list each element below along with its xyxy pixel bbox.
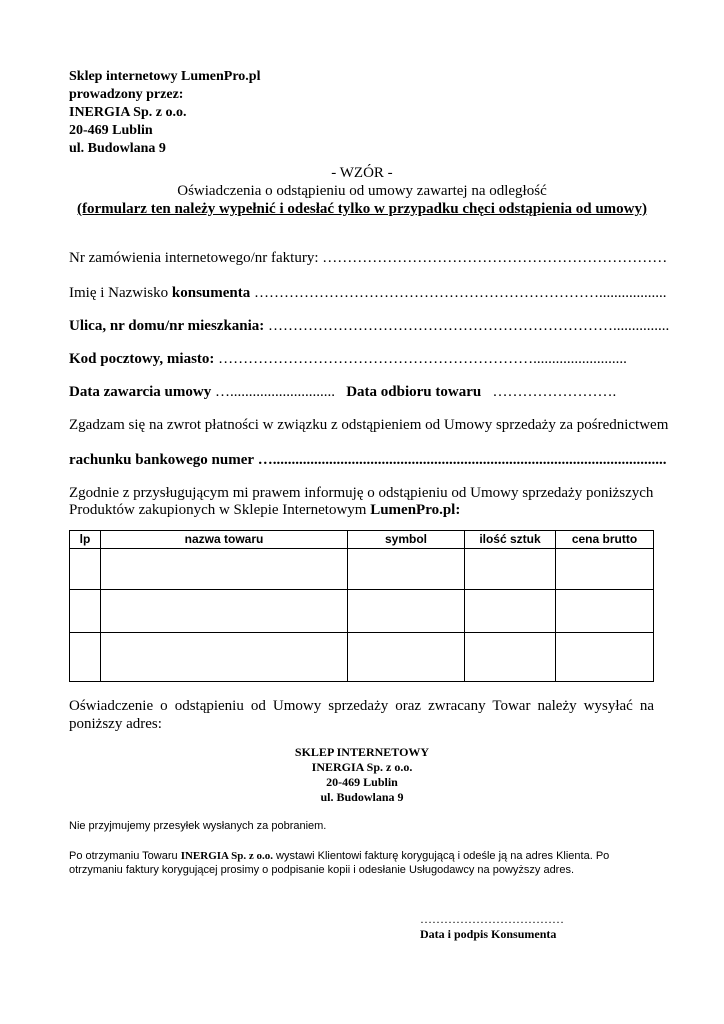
- shop-name: LumenPro.pl:: [370, 502, 461, 518]
- bank-account-dots: ….........................................................................................................: [257, 452, 667, 468]
- refund-text: Zgadzam się na zwrot płatności w związku z odstąpieniem od Umowy sprzedaży za pośrednictwem: [69, 417, 669, 433]
- col-lp: lp: [70, 531, 101, 549]
- table-row: [70, 590, 654, 633]
- receipt-date-label: Data odbioru towaru: [346, 384, 482, 400]
- invoice-note-part2: wystawi Klientowi fakturę korygującą i odeśle ją na adres Klienta. Po otrzymaniu faktury korygującej prosimy o podpisanie kopii i odesłanie Usługodawcy na powyższy adres.: [69, 850, 610, 876]
- table-cell[interactable]: [348, 633, 465, 682]
- seller-operated-by: prowadzony przez:: [69, 87, 184, 102]
- table-cell[interactable]: [348, 549, 465, 590]
- dates-field[interactable]: [69, 384, 616, 401]
- table-cell[interactable]: [101, 633, 348, 682]
- order-number-dots: ……………………………………………………………: [322, 250, 668, 266]
- table-cell[interactable]: [556, 549, 654, 590]
- contract-date-dots: …............................: [214, 384, 335, 400]
- postal-field[interactable]: [69, 351, 627, 368]
- seller-name: Sklep internetowy LumenPro.pl: [69, 69, 261, 84]
- invoice-note: [69, 849, 649, 877]
- col-gross-price: cena brutto: [556, 531, 654, 549]
- bank-account-label: rachunku bankowego numer: [69, 452, 255, 468]
- document-subtitle: Oświadczenia o odstąpieniu od umowy zawartej na odległość: [177, 183, 547, 199]
- seller-city: 20-469 Lublin: [69, 123, 153, 138]
- table-header-row: [70, 531, 654, 549]
- col-product-name: nazwa towaru: [101, 531, 348, 549]
- cod-note: Nie przyjmujemy przesyłek wysłanych za pobraniem.: [69, 820, 327, 832]
- table-cell[interactable]: [70, 590, 101, 633]
- col-symbol: symbol: [348, 531, 465, 549]
- seller-street: ul. Budowlana 9: [69, 141, 166, 156]
- order-number-field[interactable]: [69, 250, 667, 267]
- seller-company: INERGIA Sp. z o.o.: [69, 105, 187, 120]
- street-dots: ……………………………………………………………...............: [268, 318, 670, 334]
- products-info-line1: Zgodnie z przysługującym mi prawem informuję o odstąpieniu od Umowy sprzedaży poniższych: [69, 485, 654, 501]
- table-cell[interactable]: [556, 633, 654, 682]
- table-cell[interactable]: [348, 590, 465, 633]
- invoice-note-part1: Po otrzymaniu Towaru: [69, 850, 181, 862]
- signature-label: Data i podpis Konsumenta: [420, 927, 557, 941]
- consumer-name-label: Imię i Nazwisko: [69, 285, 172, 301]
- return-address-line3: 20-469 Lublin: [326, 775, 398, 789]
- table-cell[interactable]: [70, 549, 101, 590]
- postal-label: Kod pocztowy, miasto:: [69, 351, 215, 367]
- table-cell[interactable]: [101, 549, 348, 590]
- consumer-name-dots: ……………………………………………………………..................: [254, 285, 667, 301]
- postal-dots: ……………………………………………………….........................: [218, 351, 627, 367]
- table-cell[interactable]: [70, 633, 101, 682]
- document-heading: [60, 164, 664, 218]
- order-number-label: Nr zamówienia internetowego/nr faktury:: [69, 250, 319, 266]
- return-address-line2: INERGIA Sp. z o.o.: [311, 760, 413, 774]
- receipt-date-dots: …………………….: [492, 384, 617, 400]
- table-cell[interactable]: [101, 590, 348, 633]
- products-table: [69, 530, 654, 682]
- return-address: [200, 745, 524, 805]
- consumer-name-label-bold: konsumenta: [171, 285, 251, 301]
- table-cell[interactable]: [465, 590, 556, 633]
- return-instructions: Oświadczenie o odstąpieniu od Umowy sprzedaży oraz zwracany Towar należy wysyłać na poniższy adres:: [69, 698, 654, 732]
- seller-address: [69, 68, 260, 158]
- table-row: [70, 549, 654, 590]
- signature-line[interactable]: ………………………………: [420, 912, 564, 926]
- products-info-line2: Produktów zakupionych w Sklepie Internetowym: [69, 502, 371, 518]
- table-cell[interactable]: [465, 633, 556, 682]
- bank-account-field[interactable]: [69, 452, 667, 469]
- table-row: [70, 633, 654, 682]
- return-address-line1: SKLEP INTERNETOWY: [294, 745, 430, 759]
- table-cell[interactable]: [465, 549, 556, 590]
- signature-block: [420, 912, 564, 942]
- products-info: [69, 485, 669, 519]
- consumer-name-field[interactable]: [69, 285, 667, 302]
- contract-date-label: Data zawarcia umowy: [69, 384, 212, 400]
- street-field[interactable]: [69, 318, 669, 335]
- return-address-line4: ul. Budowlana 9: [320, 790, 404, 804]
- document-note: (formularz ten należy wypełnić i odesłać tylko w przypadku chęci odstąpienia od umowy): [77, 201, 647, 217]
- invoice-company: INERGIA Sp. z o.o.: [180, 850, 273, 862]
- table-cell[interactable]: [556, 590, 654, 633]
- wzor-title: - WZÓR -: [331, 165, 393, 181]
- col-quantity: ilość sztuk: [465, 531, 556, 549]
- street-label: Ulica, nr domu/nr mieszkania:: [69, 318, 265, 334]
